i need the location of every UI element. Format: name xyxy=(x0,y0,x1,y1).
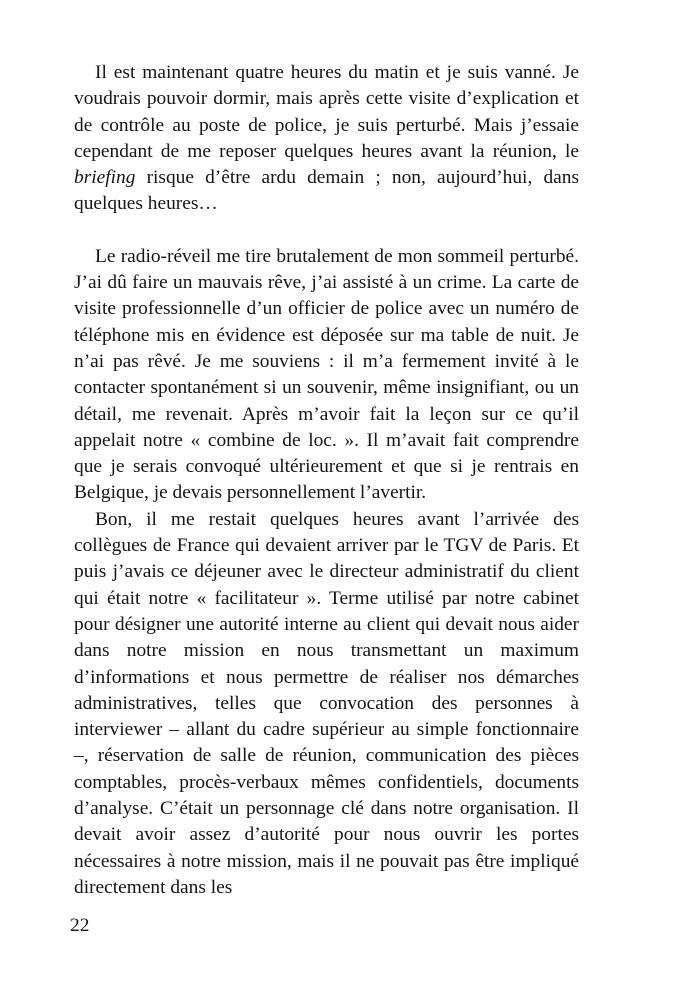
paragraph-2: Le radio-réveil me tire brutalement de mon sommeil perturbé. J’ai dû faire un mauvais rêve, j’ai assisté à un crime. La carte de visite professionnelle d’un officier de police avec un numéro de téléphone mis en évidence est déposée sur ma table de nuit. Je n’ai pas rêvé. Je me souviens : il m’a fermement invité à le contacter spontanément si un souvenir, même insignifiant, ou un détail, me revenait. Après m’avoir fait la leçon sur ce qu’il appelait notre « combine de loc. ». Il m’avait fait comprendre que je serais convoqué ultérieurement et que si je rentrais en Belgique, je devais personnellement l’avertir. xyxy=(74,245,579,504)
paragraph-1 xyxy=(74,60,579,218)
body-text xyxy=(74,60,579,901)
paragraph-1-text-end: risque d’être ardu demain ; non, aujourd’hui, dans quelques heures… xyxy=(74,167,579,215)
page-number: 22 xyxy=(70,915,90,936)
paragraph-1-italic-term: briefing xyxy=(74,167,136,189)
paragraph-3: Bon, il me restait quelques heures avant l’arrivée des collègues de France qui devaient arriver par le TGV de Paris. Et puis j’avais ce déjeuner avec le directeur administratif du client qui était notre « facilitateur ». Terme utilisé par notre cabinet pour désigner une autorité interne au client qui devait nous aider dans notre mission en nous transmettant un maximum d’informations et nous permettre de réaliser nos démarches administratives, telles que convocation des personnes à interviewer – allant du cadre supérieur au simple fonctionnaire –, réservation de salle de réunion, communication des pièces comptables, procès-verbaux mêmes confidentiels, documents d’analyse. C’était un personnage clé dans notre organisation. Il devait avoir assez d’autorité pour nous ouvrir les portes nécessaires à notre mission, mais il ne pouvait pas être impliqué directement dans les xyxy=(74,508,579,898)
paragraph-spacer xyxy=(74,218,579,244)
paragraph-1-text-start: Il est maintenant quatre heures du matin et je suis vanné. Je voudrais pouvoir dormir, mais après cette visite d’explication et de contrôle au poste de police, je suis perturbé. Mais j’essaie cependant de me reposer quelques heures avant la réunion, le xyxy=(74,62,579,162)
